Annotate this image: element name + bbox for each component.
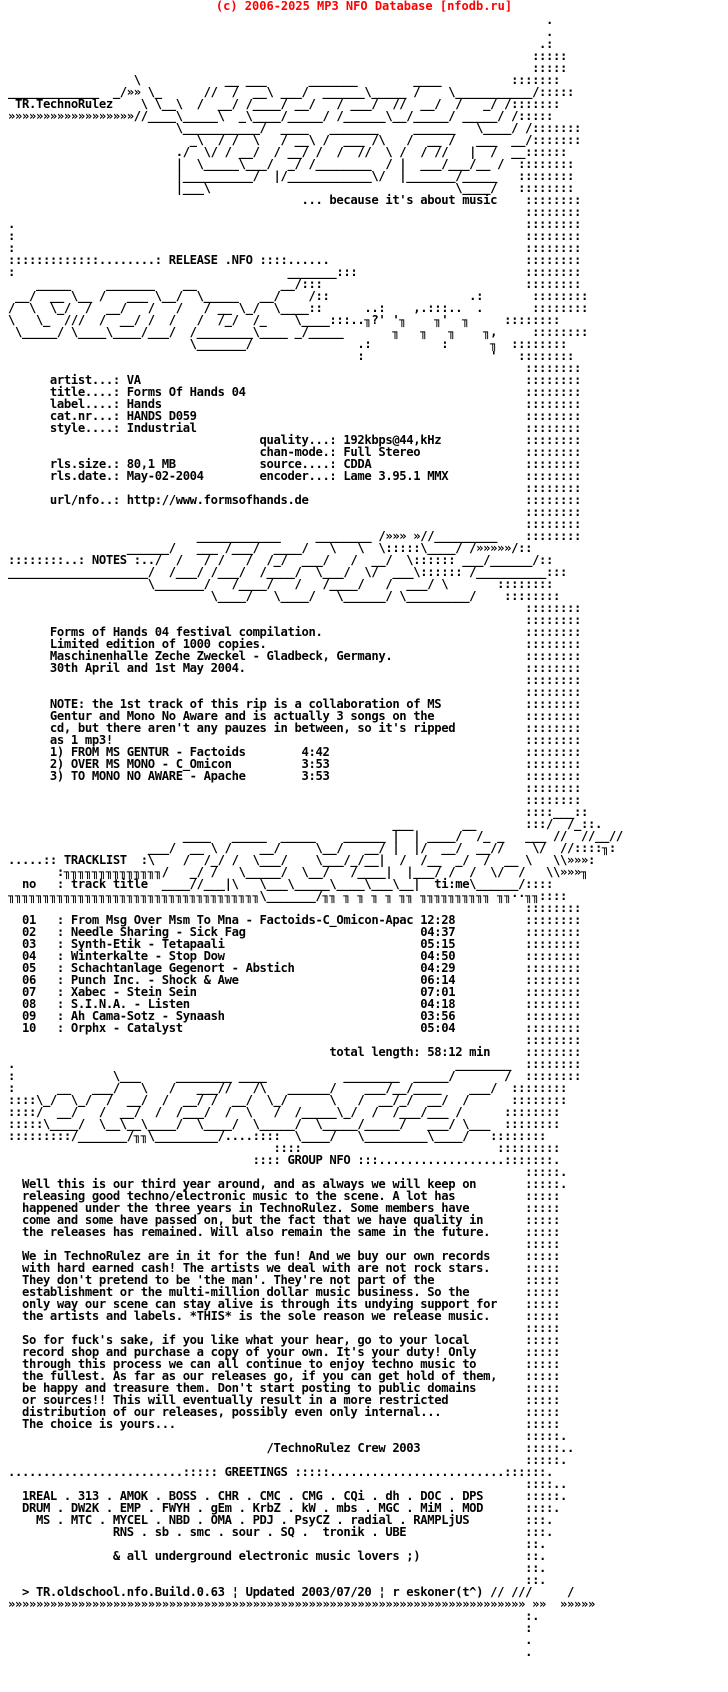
nfo-text: . . .: ::::: ::::: \ __ ___ _______ ____ ::::::: _____________ _/»» \_ // / __\ ___/ ______\_____ / \___________/::::: TR.TechnoRulez \ \__\ / __/ /____/ __/ / ___/ // __/ / _/ /::::::: »»»»»»»»»»»»»»»»»»//____\_____\ _\____/_____/ /______\__/_____/ _____/ /::::: \___________/ ____ _______ ______ \____/ /::::::: _\ / / \ / __\ / ___ /\ / __ / ___ __/::::::: ./ \/ / __/ / __/ / / // \ / / // | / __:::::: | \_____\___/ _/ /________ / | ___/___/__ / :::::::: |__________/ |/____________\/ |_______/_____ :::::::: |___\ \____/ :::::::: ... because it's about music :::::::: :::::::: . :::::::: : :::::::: : :::::::: :::::::::::::........: RELEASE .NFO ::::...... :::::::: : _______::: :::::::: _____ _______ __ __/::: :::::::: __/ __ \__ / ___ \__/ \_____ __/ /:: .: :::::::: / \ \_/ / __/ / / / __ \_/ \____:: ..: ,.:::.. . :::::::: \ \_ /// / __/ / / / /_/ /_ \____:::..╖?' '╖ ╖' ╖ :::::::: \_____/ \____\____/___/ /________\____ _/_____ ╖ ╖ ╖ ╖, :::::::: \_______/ .: : ╖ :::::::: : ' :::::::: :::::::: artist...: VA :::::::: title....: Forms Of Hands 04 :::::::: label....: Hands :::::::: cat.nr...: HANDS D059 :::::::: style....: Industrial :::::::: quality...: 192kbps@44,kHz :::::::: chan-mode.: Full Stereo :::::::: rls.size.: 80,1 MB source....: CDDA :::::::: rls.date.: May-02-2004 encoder...: Lame 3.95.1 MMX :::::::: :::::::: url/nfo..: http://www.formsofhands.de :::::::: :::::::: :::::::: ____________ ________ /»»» »//_________ :::::::: ______/ ___ /___/ ____/ \ \ \:::::\____/ /»»»»»/:: ::::::::..: NOTES :../ / / / / /_/ ___/ / __/ \:::::: ___/______/:: ____________________/ /___/ /___/ /____/ \___/ \/ ___\:::::: /__________::: \_______/ /____/ / /____/ / ___/ \ :::::::: \____/ \____/ \______/ \_________/ :::::::: :::::::: :::::::: Forms of Hands 04 festival compilation. :::::::: Limited edition of 1000 copies. :::::::: Maschinenhalle Zeche Zweckel - Gladbeck, Germany. :::::::: 30th April and 1st May 2004. :::::::: :::::::: :::::::: NOTE: the 1st track of this rip is a collaboration of MS :::::::: Gentur and Mono No Aware and is actually 3 songs on the :::::::: cd, but there aren't any pauzes in between, so it's ripped :::::::: as 1 mp3! :::::::: 1) FROM MS GENTUR - Factoids 4:42 :::::::: 2) OVER MS MONO - C_Omicon 3:53 :::::::: 3) TO MONO NO AWARE - Apache 3:53 :::::::: :::::::: :::::::: ::::___:: ___ __ :::/ /_::. ____ _____ _____ ______ | | ____/ /_ _ ___ // //__// ___/ __ \ / __/ \__/ __/ | |/ __/ __// \/ //::::╖: .....:: TRACKLIST :\ / /_/ / \___/ \___/_/__| / /__ _/ / __ \ \\»»»: :╖╖╖╖╖╖╖╖╖╖╖╖╖╖/ _/ / \_____/ \__/ /____| |___/ / / \/ / \\»»»╖ no : track title ____//___|\ \___\_____\____\___\__| ti:me\______/:::: ╖╖╖╖╖╖╖╖╖╖╖╖╖╖╖╖╖╖╖╖╖╖╖╖╖╖╖╖╖╖╖╖╖╖╖╖\_______/╖╖ ╖ ╖ ╖ ╖ ╖╖ ╖╖╖╖╖╖╖╖╖╖ ╖╖··╖╖:::: :::::::: 01 : From Msg Over Msm To Mna - Factoids-C_Omicon-Apac 12:28 :::::::: 02 : Needle Sharing - Sick Fag 04:37 :::::::: 03 : Synth-Etik - Tetapaali 05:15 :::::::: 04 : Winterkalte - Stop Dow 04:50 :::::::: 05 : Schachtanlage Gegenort - Abstich 04:29 :::::::: 06 : Punch Inc. - Shock & Awe 06:14 :::::::: 07 : Xabec - Stein Sein 07:01 :::::::: 08 : S.I.N.A. - Listen 04:18 :::::::: 09 : Ah Cama-Sotz - Synaash 03:56 :::::::: 10 : Orphx - Catalyst 05:04 :::::::: :::::::: total length: 58:12 min :::::::: . ________ :::::::: : \___ ________ ____ ________ _____/ / :::::::: : __ ___/ \ / ___// /\ ______/ ___/__/____ ___/ :::::::: ::::\_/ \_/ / __/ / __/ / __/ \_/ \ / __/_/ __/ / :::::::: ::::/ __/ / __/ / /___/ / \ / /_____\_/ / /___/___ / :::::::: :::::\____/ \__\__\____/ \____/ \_____/ \_____/_____/ ___/ \___ :::::::: :::::::::/_______/╖╖\_________/....:::: \____/ \_________\____/ :::::::: :::: ::::::::: :::: GROUP NFO :::..................:::::::. :::::. Well this is our third year around, and as always we will keep on :::::. releasing good techno/electronic music to the scene. A lot has ::::: happened under the three years in TechnoRulez. Some members have ::::: come and some have passed on, but the fact that we have quality in ::::: the releases has remained. Will also remain the same in the future. ::::: ::::: We in TechnoRulez are in it for the fun! And we buy our own records ::::: with hard earned cash! The artists we deal with are not rock stars. ::::: They don't pretend to be 'the man'. They're not part of the ::::: establishment or the multi-million dollar music business. So the ::::: only way our scene can stay alive is through its undying support for ::::: the artists and labels. *THIS* is the sole reason we release music. ::::: ::::: So for fuck's sake, if you like what your hear, go to your local ::::: record shop and purchase a copy of your own. It's your duty! Only ::::: through this process we can all continue to enjoy techno music to ::::: the fullest. As far as our releases go, if you can get hold of them, ::::: be happy and treasure them. Don't start posting to public domains ::::: or sources!! This will eventually result in a more restricted ::::: distribution of our releases, possibly even only internal... ::::: The choice is yours... ::::: :::::. /TechnoRulez Crew 2003 :::::.. :::::. .........................::::: GREETINGS :::::.........................::::::. ::::.. 1REAL . 313 . AMOK . BOSS . CHR . CMC . CMG . CQi . dh . DOC . DPS :::::. DRUM . DW2K . EMP . FWYH . gEm . KrbZ . kW . mbs . MGC . MiM . MOD ::::. MS . MTC . MYCEL . NBD . OMA . PDJ . PsyCZ . radial . RAMPLjUS :::. RNS . sb . smc . sour . SQ . tronik . UBE :::. ::. & all underground electronic music lovers ;) ::. ::. ::. > TR.oldschool.nfo.Build.0.63 ¦ Updated 2003/07/20 ¦ r eskoner(t^) // /// / »»»»»»»»»»»»»»»»»»»»»»»»»»»»»»»»»»»»»»»»»»»»»»»»»»»»»»»»»»»»»»»»»»»»»»»»»» »» »»»»» :. : . . <box>8 14 623 1659</box>
site-credit: (c) 2006-2025 MP3 NFO Database [nfodb.ru] <box>215 0 513 13</box>
